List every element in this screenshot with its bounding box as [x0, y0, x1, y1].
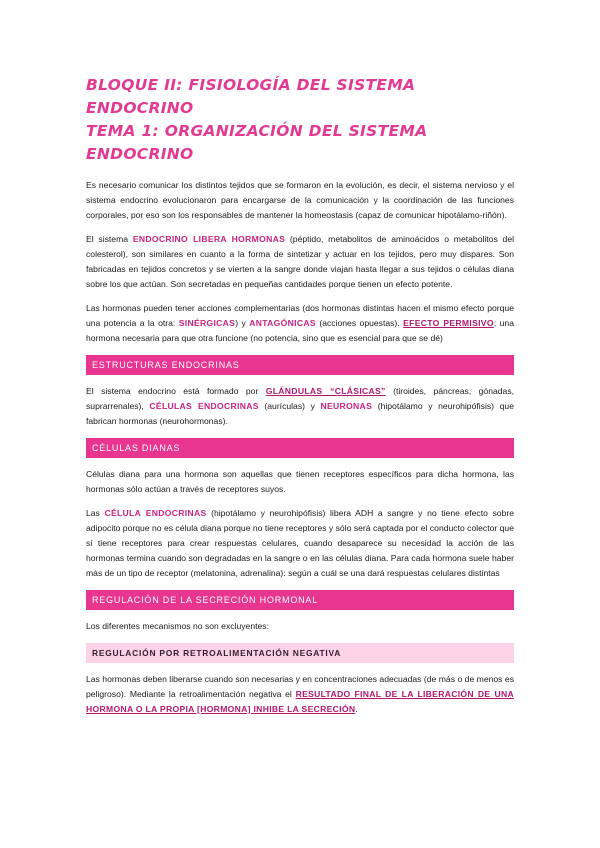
highlight-antagonicas: ANTAGÓNICAS — [249, 318, 316, 328]
text-run: (aurículas) y — [258, 401, 321, 411]
structures-paragraph — [86, 384, 514, 429]
topic-title: TEMA 1: ORGANIZACIÓN DEL SISTEMA ENDOCRINO — [86, 122, 428, 163]
actions-paragraph — [86, 301, 514, 346]
block-title: BLOQUE II: FISIOLOGÍA DEL SISTEMA ENDOCRINO — [86, 76, 416, 117]
text-run: (hipotálamo y neurohipófisis) libera ADH a sangre y no tiene efecto sobre adipocito porque no es célula diana porque no tiene receptores y sólo será captada por el conducto colector que sí tiene receptores para crear respuestas celulares, cuando desaparece su necesidad la acción de las hormonas termina cuando son degradadas en la sangre o en las células diana. Para cada hormona suele haber más de un tipo de receptor (melatonina, adrenalina): según a cuál se una dará respuestas celulares distintas — [86, 508, 514, 578]
highlight-neuronas: NEURONAS — [320, 401, 373, 411]
highlight-glandulas-clasicas: GLÁNDULAS “CLÁSICAS” — [265, 386, 386, 396]
intro-paragraph: Es necesario comunicar los distintos tejidos que se formaron en la evolución, es decir, el sistema nervioso y el sistema endocrino evolucionaron para encargarse de la comunicación y la coordinación de las funciones corporales, por eso son los responsables de mantener la homeostasis (capaz de comunicar hipotálamo-riñón). — [86, 180, 514, 220]
text-run: Las hormonas pueden tener acciones complementarias (dos hormonas distintas hacen el mismo efecto porque una potencia a la otra: — [86, 303, 514, 328]
text-run: (acciones opuestas). — [315, 318, 404, 328]
highlight-celula-endocrinas: CÉLULA ENDOCRINAS — [104, 508, 207, 518]
text-run: (hipotálamo y neurohipófisis) que fabrican hormonas (neurohormonas). — [86, 401, 514, 426]
highlight-efecto-permisivo: EFECTO PERMISIVO — [403, 318, 494, 328]
target-cells-paragraph: Células diana para una hormona son aquellas que tienen receptores específicos para dicha hormona, las hormonas sólo actúan a través de receptores suyos. — [86, 469, 514, 494]
text-run: ) y — [235, 318, 250, 328]
text-run: Las hormonas deben liberarse cuando son necesarias y en concentraciones adecuadas (de más o de menos es peligroso). Mediante la retroalimentación negativa el — [86, 674, 514, 699]
section-heading-estructuras: ESTRUCTURAS ENDOCRINAS — [86, 355, 514, 375]
highlight-celulas-endocrinas: CÉLULAS ENDOCRINAS — [149, 401, 259, 411]
text-run: Las — [86, 508, 105, 518]
section-heading-regulacion: REGULACIÓN DE LA SECRECIÓN HORMONAL — [86, 590, 514, 610]
feedback-paragraph — [86, 672, 514, 717]
mechanisms-paragraph: Los diferentes mecanismos no son excluyentes: — [86, 621, 269, 631]
text-run: (péptido, metabolitos de aminoácidos o metabolitos del colesterol), son similares en cuanto a la forma de sintetizar y actuar en los tejidos, pero muy dispares. Son fabricadas en tejidos concretos y se vierten a la sangre donde viajan hasta llegar a sus tejidos o células diana sobre los que actúan. Son secretadas en pequeñas cantidades porque tienen un efecto potente. — [86, 234, 515, 289]
text-run: : una hormona necesaria para que otra funcione (no potencia, sino que es esencial para que se dé) — [86, 318, 514, 343]
subsection-heading-retroalimentacion: REGULACIÓN POR RETROALIMENTACIÓN NEGATIVA — [86, 643, 514, 663]
highlight-resultado-final: RESULTADO FINAL DE LA LIBERACIÓN DE UNA HORMONA O LA PROPIA [HORMONA] INHIBE LA SECRECIÓN — [86, 689, 514, 714]
highlight-endocrino-libera-hormonas: ENDOCRINO LIBERA HORMONAS — [132, 234, 286, 244]
text-run: El sistema — [86, 234, 133, 244]
highlight-sinergicas: SINÉRGICAS — [178, 318, 236, 328]
section-heading-celulas-dianas: CÉLULAS DIANAS — [86, 438, 514, 458]
text-run: . — [355, 704, 358, 714]
text-run: (tiroides, páncreas, gónadas, suprarrenales), — [86, 386, 515, 411]
hormones-paragraph — [86, 232, 514, 292]
adh-paragraph — [86, 506, 514, 581]
text-run: El sistema endocrino está formado por — [86, 386, 266, 396]
